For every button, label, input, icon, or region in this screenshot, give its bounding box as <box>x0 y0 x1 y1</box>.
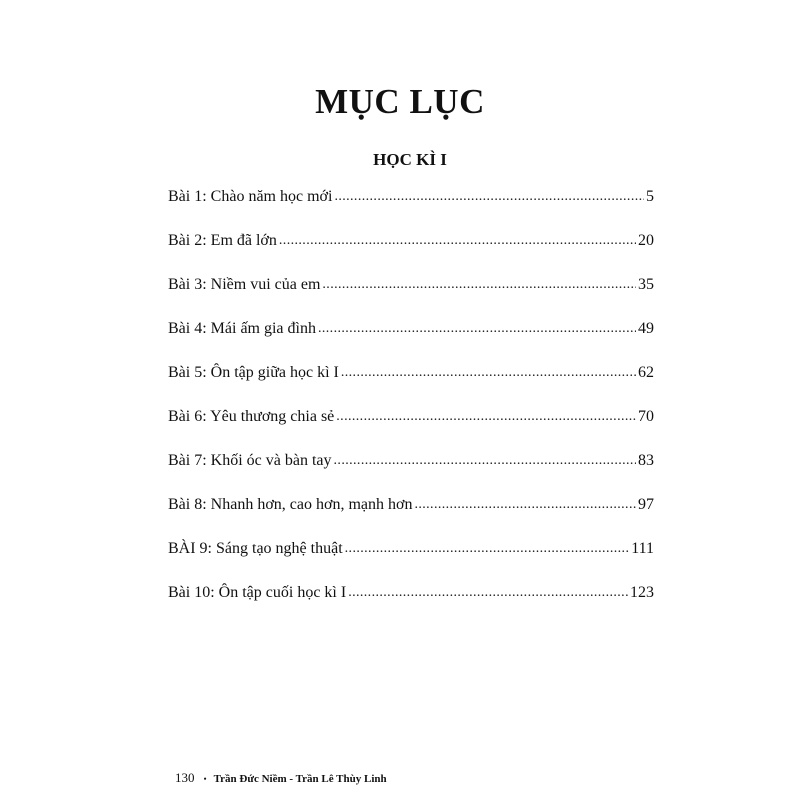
toc-entry-page: 62 <box>638 364 654 381</box>
toc-entry-title: Bài 8: Nhanh hơn, cao hơn, mạnh hơn <box>168 496 413 513</box>
toc-entry-page: 35 <box>638 276 654 293</box>
dot-leader <box>348 583 628 601</box>
toc-entry <box>168 584 654 628</box>
toc-entry-page: 5 <box>646 188 654 205</box>
toc-entry-page: 20 <box>638 232 654 249</box>
toc-entry-title: Bài 10: Ôn tập cuối học kì I <box>168 584 347 601</box>
toc-entry-page: 97 <box>638 496 654 513</box>
toc-entry-title: Bài 5: Ôn tập giữa học kì I <box>168 364 339 381</box>
dot-leader <box>336 407 636 425</box>
toc-entry-page: 111 <box>631 540 654 557</box>
toc-entry-title: Bài 7: Khối óc và bàn tay <box>168 452 332 469</box>
bullet-icon: • <box>203 774 207 784</box>
toc-entry <box>168 276 654 320</box>
toc-entry <box>168 320 654 364</box>
page-title: MỤC LỤC <box>315 82 485 121</box>
toc-entry <box>168 188 654 232</box>
toc-entry <box>168 232 654 276</box>
page-footer <box>175 770 387 786</box>
dot-leader <box>279 231 636 249</box>
toc-entry-title: Bài 3: Niềm vui của em <box>168 276 321 293</box>
footer-authors: Trần Đức Niềm - Trần Lê Thùy Linh <box>213 773 387 785</box>
dot-leader <box>318 319 636 337</box>
toc-entry-title: BÀI 9: Sáng tạo nghệ thuật <box>168 540 343 557</box>
dot-leader <box>345 539 630 557</box>
dot-leader <box>334 187 644 205</box>
toc-entry <box>168 540 654 584</box>
section-heading: HỌC KÌ I <box>373 150 447 169</box>
toc-entry-page: 70 <box>638 408 654 425</box>
toc-entry-title: Bài 4: Mái ấm gia đình <box>168 320 316 337</box>
toc-entry <box>168 452 654 496</box>
toc-entry-page: 123 <box>630 584 654 601</box>
dot-leader <box>334 451 636 469</box>
toc-entry-title: Bài 1: Chào năm học mới <box>168 188 333 205</box>
dot-leader <box>414 495 636 513</box>
toc-entry-title: Bài 2: Em đã lớn <box>168 232 277 249</box>
dot-leader <box>322 275 636 293</box>
toc-entry <box>168 496 654 540</box>
dot-leader <box>341 363 636 381</box>
toc-entry-page: 83 <box>638 452 654 469</box>
toc-entry <box>168 364 654 408</box>
footer-page-number: 130 <box>175 770 195 785</box>
table-of-contents <box>168 188 654 628</box>
toc-entry <box>168 408 654 452</box>
toc-entry-page: 49 <box>638 320 654 337</box>
toc-entry-title: Bài 6: Yêu thương chia sẻ <box>168 408 335 425</box>
